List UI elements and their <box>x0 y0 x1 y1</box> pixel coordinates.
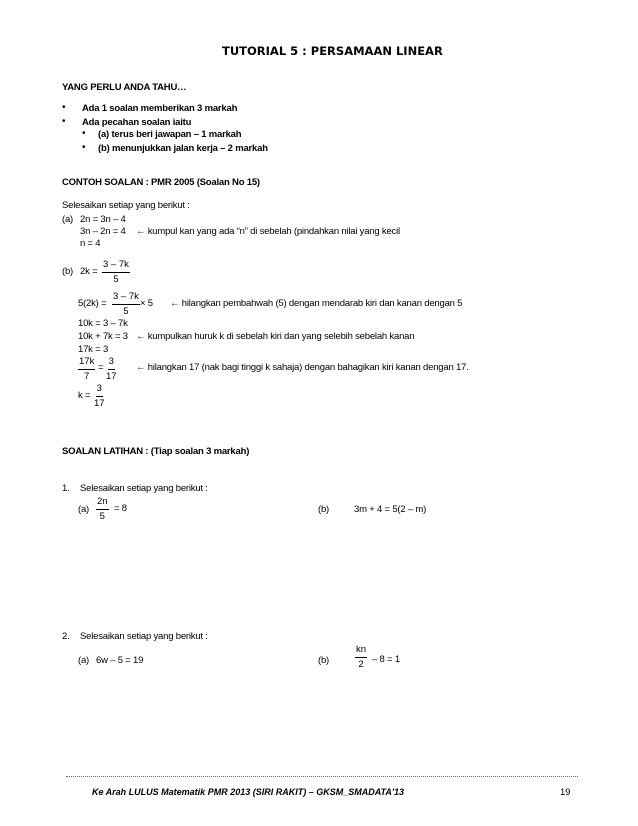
example-b-fraction-k <box>94 383 105 410</box>
equals-sign: = <box>98 362 104 373</box>
fraction-numerator: 3 – 7k <box>112 291 140 305</box>
info-bullet-1: Ada 1 soalan memberikan 3 markah <box>82 103 238 114</box>
example-b-eq2-lhs: 5(2k) = <box>78 298 107 309</box>
question-2b-label: (b) <box>318 655 330 666</box>
bullet-icon: • <box>62 116 66 127</box>
question-2a-label: (a) <box>78 655 90 666</box>
question-1-number: 1. <box>62 483 70 494</box>
fraction-numerator: 17k <box>78 356 95 370</box>
question-1a-fraction <box>96 496 109 523</box>
example-heading: CONTOH SOALAN : PMR 2005 (Soalan No 15) <box>62 177 260 188</box>
fraction-numerator: 2n <box>96 496 109 510</box>
question-1a-label: (a) <box>78 504 90 515</box>
example-a-line3: n = 4 <box>80 238 101 249</box>
example-b-label: (b) <box>62 266 74 277</box>
bullet-icon: • <box>82 128 86 139</box>
fraction-numerator: 3 <box>96 383 103 397</box>
question-2-text: Selesaikan setiap yang berikut : <box>80 631 208 642</box>
question-1b-equation: 3m + 4 = 5(2 – m) <box>354 504 427 515</box>
example-b-fraction-3-17 <box>106 356 117 383</box>
info-subbullet-2: (b) menunjukkan jalan kerja – 2 markah <box>98 143 268 154</box>
fraction-numerator: kn <box>355 644 367 658</box>
footer-text: Ke Arah LULUS Matematik PMR 2013 (SIRI RAKIT) – GKSM_SMADATA'13 <box>92 787 405 797</box>
question-1b-label: (b) <box>318 504 330 515</box>
fraction-denominator: 5 <box>113 274 119 285</box>
example-b-fraction-2 <box>112 291 140 318</box>
info-bullet-2: Ada pecahan soalan iaitu <box>82 117 192 128</box>
example-a-label: (a) <box>62 214 74 225</box>
bullet-icon: • <box>82 142 86 153</box>
question-2a-equation: 6w – 5 = 19 <box>96 655 144 666</box>
footer-divider <box>66 776 578 777</box>
example-b-line5: 17k = 3 <box>78 344 109 355</box>
example-b-fraction-17k <box>78 356 95 383</box>
bullet-icon: • <box>62 102 66 113</box>
info-subbullet-1: (a) terus beri jawapan – 1 markah <box>98 129 242 140</box>
fraction-denominator: 2 <box>358 659 364 670</box>
example-b-note-2: ← kumpulkan huruk k di sebelah kiri dan yang selebih sebelah kanan <box>136 331 415 342</box>
example-instruction: Selesaikan setiap yang berikut : <box>62 200 190 211</box>
fraction-denominator: 7 <box>84 371 90 382</box>
page-title: TUTORIAL 5 : PERSAMAAN LINEAR <box>222 44 443 58</box>
example-a-note: ← kumpul kan yang ada “n” di sebelah (pindahkan nilai yang kecil <box>136 226 400 237</box>
practice-heading: SOALAN LATIHAN : (Tiap soalan 3 markah) <box>62 446 250 457</box>
example-b-note-1: ← hilangkan pembahwah (5) dengan mendarab kiri dan kanan dengan 5 <box>170 298 463 309</box>
info-heading: YANG PERLU ANDA TAHU… <box>62 82 187 93</box>
fraction-denominator: 5 <box>123 306 129 317</box>
question-1-text: Selesaikan setiap yang berikut : <box>80 483 208 494</box>
fraction-numerator: 3 – 7k <box>102 259 130 273</box>
example-b-k-lhs: k = <box>78 390 91 401</box>
example-b-note-3: ← hilangkan 17 (nak bagi tinggi k sahaja) dengan bahagikan kiri kanan dengan 17. <box>136 362 469 373</box>
example-b-fraction-1 <box>102 259 130 286</box>
question-1a-rhs: = 8 <box>114 503 127 514</box>
fraction-denominator: 17 <box>94 398 105 409</box>
fraction-numerator: 3 <box>108 356 115 370</box>
question-2b-fraction <box>355 644 367 671</box>
example-b-line3: 10k = 3 – 7k <box>78 318 128 329</box>
example-a-line2: 3n – 2n = 4 <box>80 226 126 237</box>
fraction-denominator: 5 <box>99 511 105 522</box>
example-b-line4: 10k + 7k = 3 <box>78 331 128 342</box>
question-2b-rhs: – 8 = 1 <box>372 654 400 665</box>
example-b-eq1-lhs: 2k = <box>80 266 98 277</box>
page-number: 19 <box>560 787 571 798</box>
example-b-eq2-rhs: × 5 <box>140 298 153 309</box>
example-a-line1: 2n = 3n – 4 <box>80 214 126 225</box>
fraction-denominator: 17 <box>106 371 117 382</box>
question-2-number: 2. <box>62 631 70 642</box>
